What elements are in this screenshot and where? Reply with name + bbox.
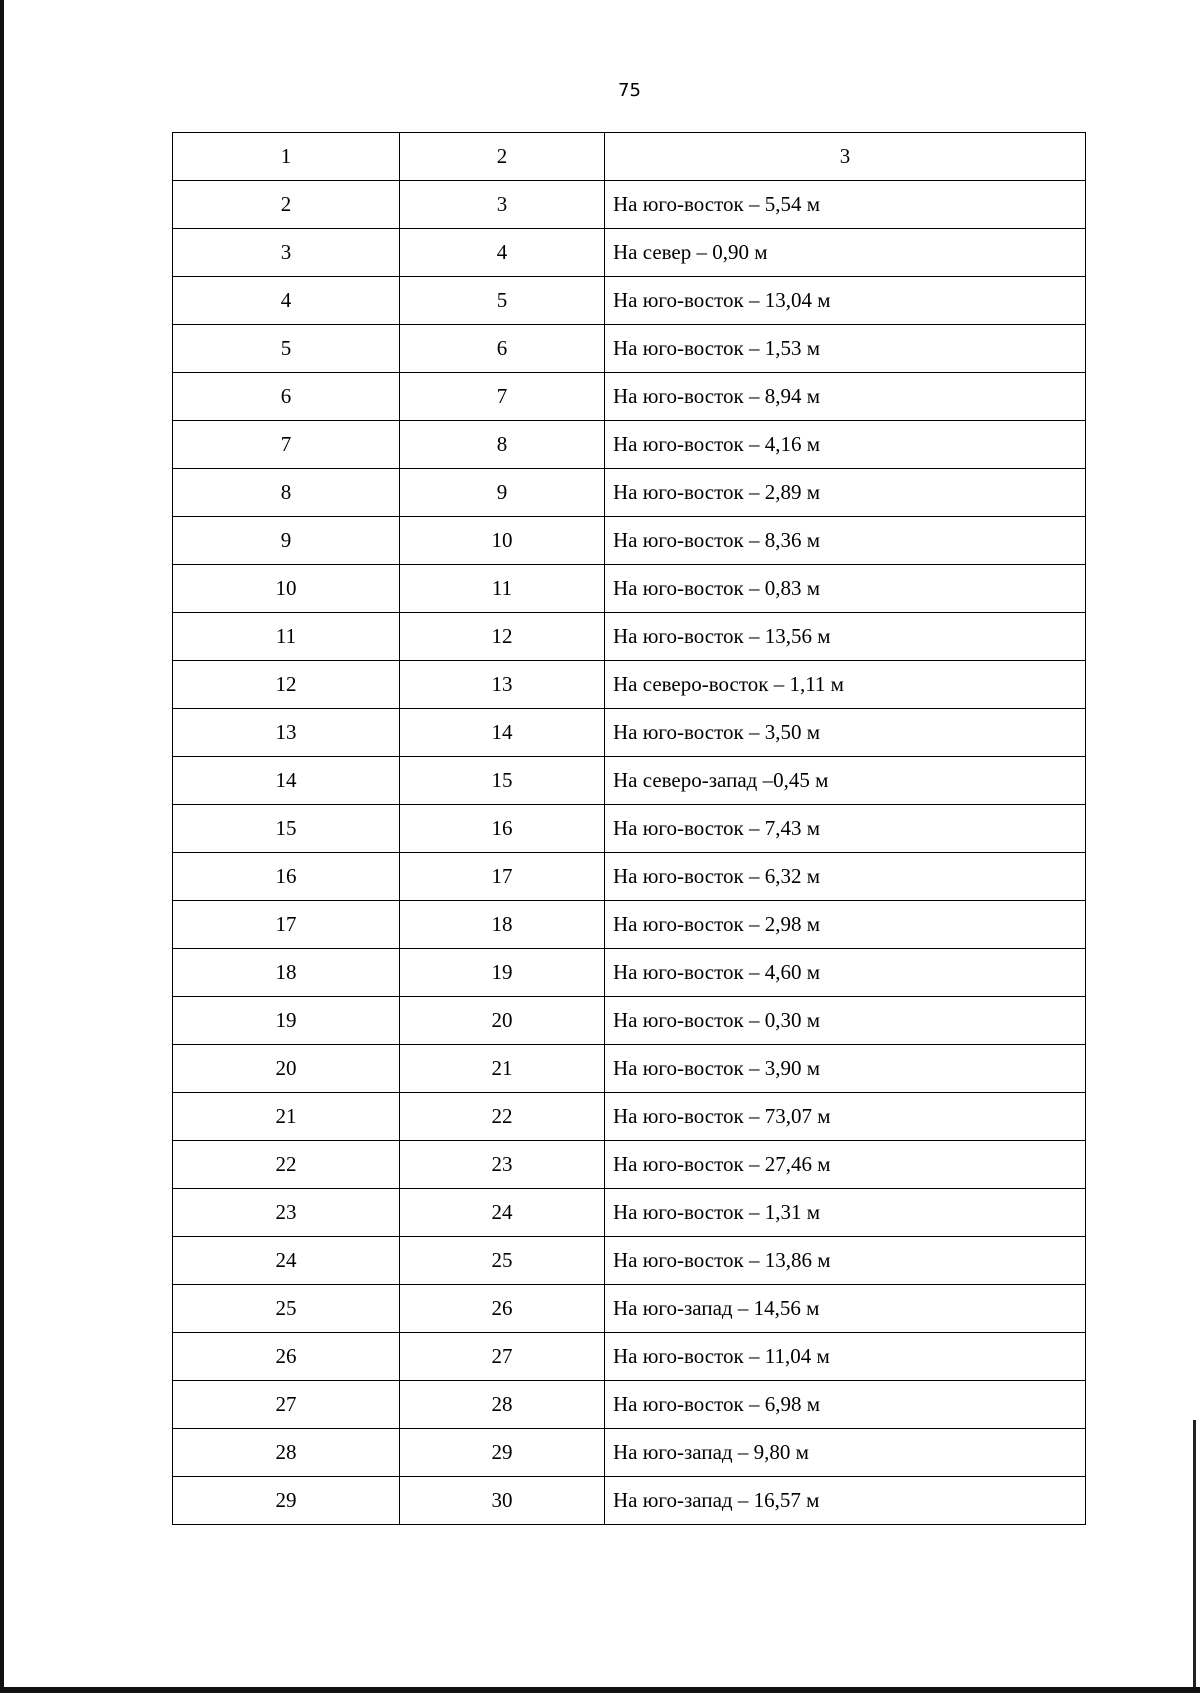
direction-distance-cell: На юго-восток – 2,98 м bbox=[605, 901, 1086, 949]
to-point-cell: 28 bbox=[400, 1381, 605, 1429]
from-point-cell: 5 bbox=[173, 325, 400, 373]
from-point-cell: 9 bbox=[173, 517, 400, 565]
table-row bbox=[173, 1045, 1086, 1093]
direction-distance-cell: На юго-запад – 9,80 м bbox=[605, 1429, 1086, 1477]
direction-distance-cell: На северо-запад –0,45 м bbox=[605, 757, 1086, 805]
to-point-cell: 3 bbox=[400, 181, 605, 229]
from-point-cell: 10 bbox=[173, 565, 400, 613]
direction-distance-cell: На юго-запад – 16,57 м bbox=[605, 1477, 1086, 1525]
to-point-cell: 5 bbox=[400, 277, 605, 325]
direction-distance-cell: На юго-восток – 3,90 м bbox=[605, 1045, 1086, 1093]
direction-distance-cell: На юго-восток – 4,16 м bbox=[605, 421, 1086, 469]
from-point-cell: 23 bbox=[173, 1189, 400, 1237]
from-point-cell: 6 bbox=[173, 373, 400, 421]
from-point-cell: 29 bbox=[173, 1477, 400, 1525]
from-point-cell: 4 bbox=[173, 277, 400, 325]
table-row bbox=[173, 757, 1086, 805]
to-point-cell: 25 bbox=[400, 1237, 605, 1285]
from-point-cell: 21 bbox=[173, 1093, 400, 1141]
direction-distance-cell: На север – 0,90 м bbox=[605, 229, 1086, 277]
table-row bbox=[173, 1285, 1086, 1333]
from-point-cell: 2 bbox=[173, 181, 400, 229]
to-point-cell: 24 bbox=[400, 1189, 605, 1237]
direction-distance-cell: На юго-восток – 11,04 м bbox=[605, 1333, 1086, 1381]
to-point-cell: 22 bbox=[400, 1093, 605, 1141]
to-point-cell: 18 bbox=[400, 901, 605, 949]
table-row bbox=[173, 277, 1086, 325]
direction-distance-cell: На юго-восток – 8,36 м bbox=[605, 517, 1086, 565]
from-point-cell: 25 bbox=[173, 1285, 400, 1333]
table-row bbox=[173, 805, 1086, 853]
scan-border-right bbox=[1193, 1420, 1196, 1693]
from-point-cell: 20 bbox=[173, 1045, 400, 1093]
table-row bbox=[173, 565, 1086, 613]
table-row bbox=[173, 1237, 1086, 1285]
to-point-cell: 10 bbox=[400, 517, 605, 565]
direction-distance-cell: На северо-восток – 1,11 м bbox=[605, 661, 1086, 709]
from-point-cell: 3 bbox=[173, 229, 400, 277]
to-point-cell: 21 bbox=[400, 1045, 605, 1093]
to-point-cell: 27 bbox=[400, 1333, 605, 1381]
to-point-cell: 15 bbox=[400, 757, 605, 805]
direction-distance-cell: На юго-восток – 2,89 м bbox=[605, 469, 1086, 517]
direction-distance-cell: На юго-восток – 27,46 м bbox=[605, 1141, 1086, 1189]
from-point-cell: 7 bbox=[173, 421, 400, 469]
to-point-cell: 16 bbox=[400, 805, 605, 853]
table-row bbox=[173, 1477, 1086, 1525]
from-point-cell: 12 bbox=[173, 661, 400, 709]
table-row bbox=[173, 997, 1086, 1045]
from-point-cell: 24 bbox=[173, 1237, 400, 1285]
from-point-cell: 28 bbox=[173, 1429, 400, 1477]
to-point-cell: 7 bbox=[400, 373, 605, 421]
from-point-cell: 14 bbox=[173, 757, 400, 805]
to-point-cell: 9 bbox=[400, 469, 605, 517]
table-row bbox=[173, 373, 1086, 421]
to-point-cell: 13 bbox=[400, 661, 605, 709]
from-point-cell: 18 bbox=[173, 949, 400, 997]
to-point-cell: 26 bbox=[400, 1285, 605, 1333]
direction-distance-cell: На юго-восток – 3,50 м bbox=[605, 709, 1086, 757]
to-point-cell: 23 bbox=[400, 1141, 605, 1189]
to-point-cell: 12 bbox=[400, 613, 605, 661]
from-point-cell: 8 bbox=[173, 469, 400, 517]
direction-distance-cell: На юго-восток – 7,43 м bbox=[605, 805, 1086, 853]
from-point-cell: 22 bbox=[173, 1141, 400, 1189]
to-point-cell: 29 bbox=[400, 1429, 605, 1477]
table-row bbox=[173, 613, 1086, 661]
table-row bbox=[173, 469, 1086, 517]
header-cell-2: 2 bbox=[400, 133, 605, 181]
to-point-cell: 11 bbox=[400, 565, 605, 613]
direction-distance-cell: На юго-восток – 1,31 м bbox=[605, 1189, 1086, 1237]
boundary-table bbox=[172, 132, 1086, 1525]
header-cell-3: 3 bbox=[605, 133, 1086, 181]
scan-border-bottom bbox=[0, 1687, 1200, 1693]
page-number: 75 bbox=[618, 80, 641, 101]
to-point-cell: 6 bbox=[400, 325, 605, 373]
direction-distance-cell: На юго-восток – 13,56 м bbox=[605, 613, 1086, 661]
direction-distance-cell: На юго-восток – 4,60 м bbox=[605, 949, 1086, 997]
table-row bbox=[173, 421, 1086, 469]
direction-distance-cell: На юго-восток – 1,53 м bbox=[605, 325, 1086, 373]
direction-distance-cell: На юго-восток – 6,98 м bbox=[605, 1381, 1086, 1429]
table-row bbox=[173, 1141, 1086, 1189]
from-point-cell: 13 bbox=[173, 709, 400, 757]
table-row bbox=[173, 949, 1086, 997]
to-point-cell: 30 bbox=[400, 1477, 605, 1525]
table-row bbox=[173, 901, 1086, 949]
direction-distance-cell: На юго-восток – 8,94 м bbox=[605, 373, 1086, 421]
from-point-cell: 19 bbox=[173, 997, 400, 1045]
from-point-cell: 15 bbox=[173, 805, 400, 853]
table-row bbox=[173, 709, 1086, 757]
direction-distance-cell: На юго-восток – 0,30 м bbox=[605, 997, 1086, 1045]
from-point-cell: 27 bbox=[173, 1381, 400, 1429]
to-point-cell: 8 bbox=[400, 421, 605, 469]
direction-distance-cell: На юго-восток – 6,32 м bbox=[605, 853, 1086, 901]
direction-distance-cell: На юго-восток – 13,86 м bbox=[605, 1237, 1086, 1285]
table-row bbox=[173, 1189, 1086, 1237]
from-point-cell: 17 bbox=[173, 901, 400, 949]
table-row bbox=[173, 853, 1086, 901]
direction-distance-cell: На юго-восток – 5,54 м bbox=[605, 181, 1086, 229]
from-point-cell: 16 bbox=[173, 853, 400, 901]
table-row bbox=[173, 1093, 1086, 1141]
to-point-cell: 17 bbox=[400, 853, 605, 901]
table-row bbox=[173, 325, 1086, 373]
direction-distance-cell: На юго-запад – 14,56 м bbox=[605, 1285, 1086, 1333]
table-row bbox=[173, 661, 1086, 709]
table-row bbox=[173, 229, 1086, 277]
to-point-cell: 4 bbox=[400, 229, 605, 277]
table-row bbox=[173, 1381, 1086, 1429]
scan-border-left bbox=[0, 0, 4, 1693]
table-header-row bbox=[173, 133, 1086, 181]
to-point-cell: 19 bbox=[400, 949, 605, 997]
to-point-cell: 14 bbox=[400, 709, 605, 757]
header-cell-1: 1 bbox=[173, 133, 400, 181]
table-row bbox=[173, 1429, 1086, 1477]
to-point-cell: 20 bbox=[400, 997, 605, 1045]
table-row bbox=[173, 1333, 1086, 1381]
table-row bbox=[173, 517, 1086, 565]
table-row bbox=[173, 181, 1086, 229]
direction-distance-cell: На юго-восток – 13,04 м bbox=[605, 277, 1086, 325]
direction-distance-cell: На юго-восток – 73,07 м bbox=[605, 1093, 1086, 1141]
from-point-cell: 11 bbox=[173, 613, 400, 661]
from-point-cell: 26 bbox=[173, 1333, 400, 1381]
direction-distance-cell: На юго-восток – 0,83 м bbox=[605, 565, 1086, 613]
